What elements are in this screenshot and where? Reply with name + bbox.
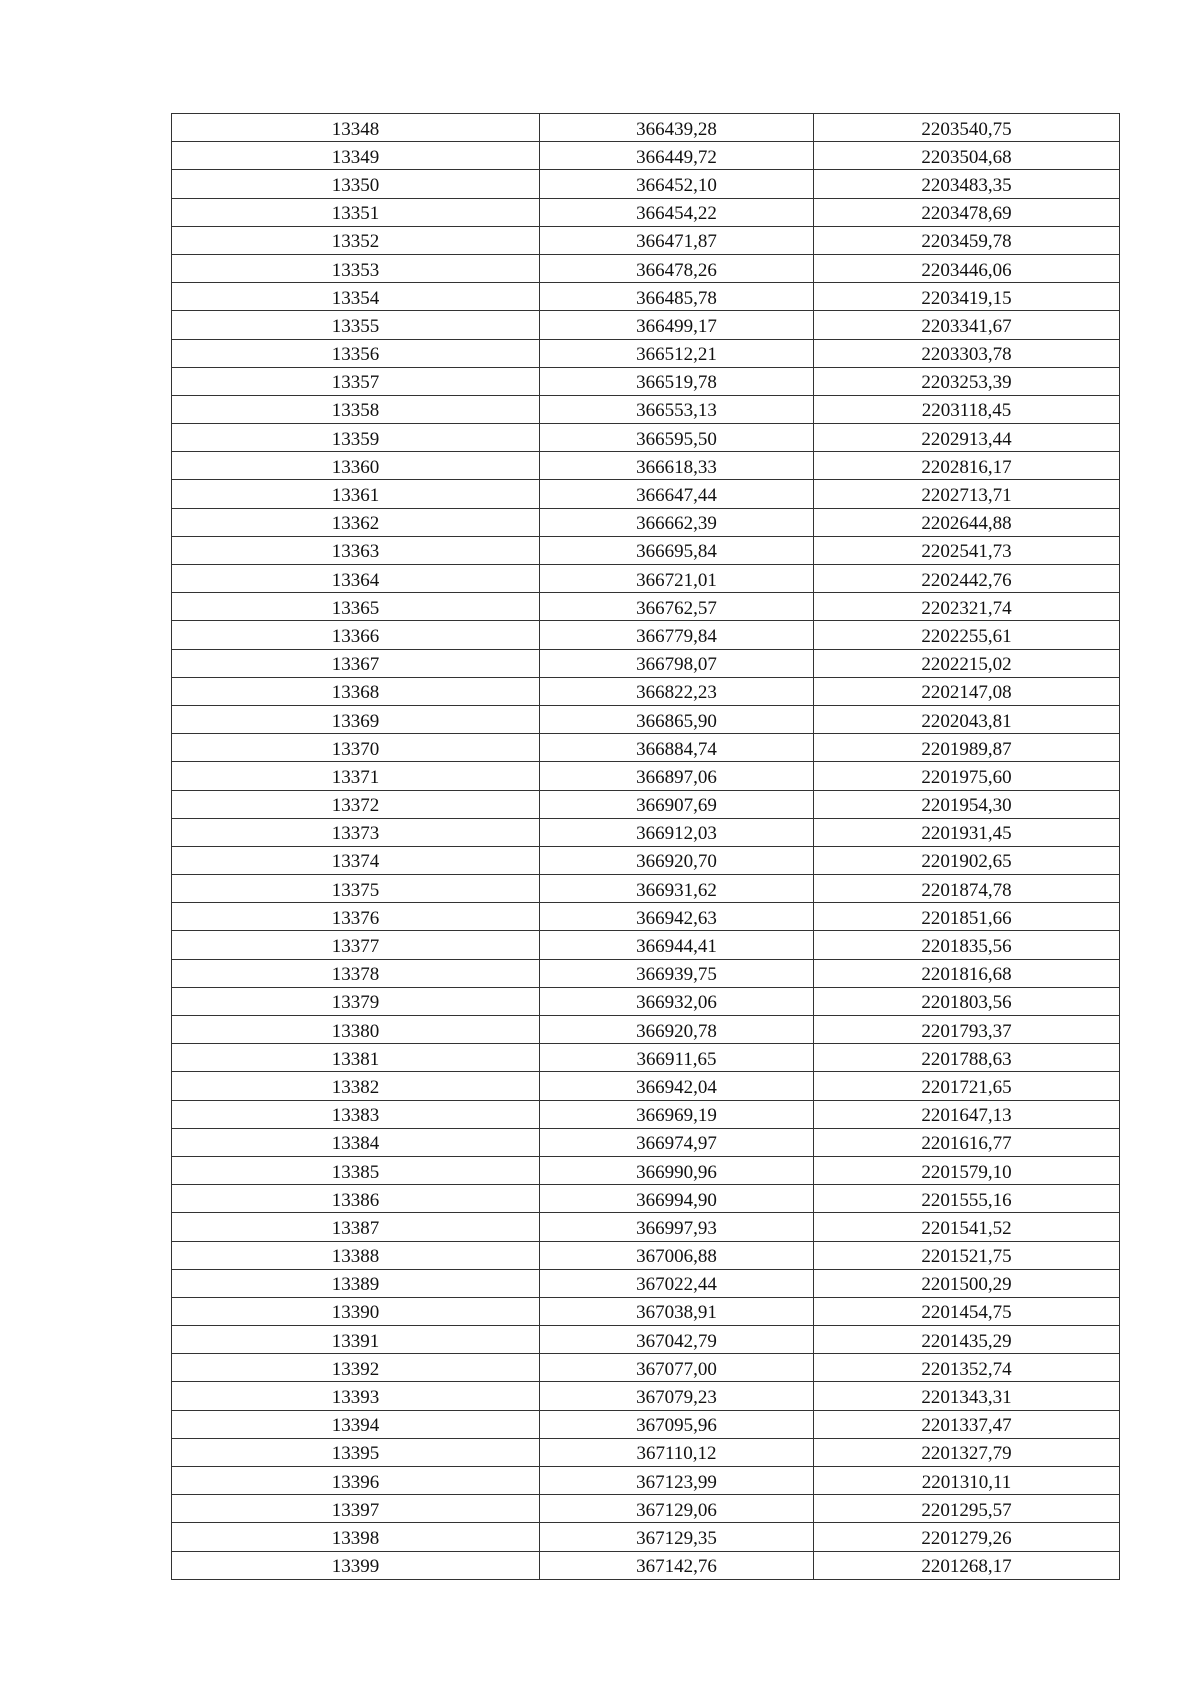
- y-coordinate-cell: 2202442,76: [814, 565, 1120, 593]
- table-row: [172, 254, 1120, 282]
- table-row: [172, 1213, 1120, 1241]
- point-number-cell: 13348: [172, 114, 540, 142]
- x-coordinate-cell: 366944,41: [540, 931, 814, 959]
- x-coordinate-cell: 366454,22: [540, 198, 814, 226]
- point-number-cell: 13373: [172, 818, 540, 846]
- point-number-cell: 13388: [172, 1241, 540, 1269]
- table-row: [172, 1269, 1120, 1297]
- table-row: [172, 114, 1120, 142]
- table-row: [172, 1467, 1120, 1495]
- x-coordinate-cell: 366931,62: [540, 875, 814, 903]
- y-coordinate-cell: 2202215,02: [814, 649, 1120, 677]
- y-coordinate-cell: 2201279,26: [814, 1523, 1120, 1551]
- point-number-cell: 13385: [172, 1156, 540, 1184]
- table-row: [172, 931, 1120, 959]
- point-number-cell: 13355: [172, 311, 540, 339]
- point-number-cell: 13397: [172, 1495, 540, 1523]
- y-coordinate-cell: 2201555,16: [814, 1185, 1120, 1213]
- table-row: [172, 1410, 1120, 1438]
- y-coordinate-cell: 2202147,08: [814, 677, 1120, 705]
- point-number-cell: 13389: [172, 1269, 540, 1297]
- point-number-cell: 13394: [172, 1410, 540, 1438]
- y-coordinate-cell: 2202713,71: [814, 480, 1120, 508]
- table-row: [172, 677, 1120, 705]
- y-coordinate-cell: 2203303,78: [814, 339, 1120, 367]
- x-coordinate-cell: 366798,07: [540, 649, 814, 677]
- y-coordinate-cell: 2201835,56: [814, 931, 1120, 959]
- y-coordinate-cell: 2202913,44: [814, 424, 1120, 452]
- table-row: [172, 1354, 1120, 1382]
- y-coordinate-cell: 2201902,65: [814, 846, 1120, 874]
- point-number-cell: 13393: [172, 1382, 540, 1410]
- table-row: [172, 283, 1120, 311]
- x-coordinate-cell: 366939,75: [540, 959, 814, 987]
- table-row: [172, 705, 1120, 733]
- x-coordinate-cell: 366519,78: [540, 367, 814, 395]
- y-coordinate-cell: 2201931,45: [814, 818, 1120, 846]
- y-coordinate-cell: 2201295,57: [814, 1495, 1120, 1523]
- point-number-cell: 13362: [172, 508, 540, 536]
- x-coordinate-cell: 367123,99: [540, 1467, 814, 1495]
- y-coordinate-cell: 2201874,78: [814, 875, 1120, 903]
- y-coordinate-cell: 2201435,29: [814, 1326, 1120, 1354]
- y-coordinate-cell: 2201454,75: [814, 1297, 1120, 1325]
- point-number-cell: 13363: [172, 536, 540, 564]
- y-coordinate-cell: 2201521,75: [814, 1241, 1120, 1269]
- point-number-cell: 13374: [172, 846, 540, 874]
- x-coordinate-cell: 367006,88: [540, 1241, 814, 1269]
- table-row: [172, 508, 1120, 536]
- table-row: [172, 480, 1120, 508]
- table-row: [172, 1100, 1120, 1128]
- table-row: [172, 875, 1120, 903]
- y-coordinate-cell: 2201788,63: [814, 1044, 1120, 1072]
- point-number-cell: 13359: [172, 424, 540, 452]
- x-coordinate-cell: 366942,63: [540, 903, 814, 931]
- x-coordinate-cell: 366897,06: [540, 762, 814, 790]
- table-row: [172, 818, 1120, 846]
- x-coordinate-cell: 366997,93: [540, 1213, 814, 1241]
- x-coordinate-cell: 366485,78: [540, 283, 814, 311]
- y-coordinate-cell: 2203118,45: [814, 395, 1120, 423]
- table-row: [172, 1016, 1120, 1044]
- point-number-cell: 13383: [172, 1100, 540, 1128]
- table-row: [172, 142, 1120, 170]
- table-row: [172, 170, 1120, 198]
- y-coordinate-cell: 2203483,35: [814, 170, 1120, 198]
- point-number-cell: 13379: [172, 987, 540, 1015]
- y-coordinate-cell: 2201268,17: [814, 1551, 1120, 1579]
- table-row: [172, 367, 1120, 395]
- point-number-cell: 13378: [172, 959, 540, 987]
- table-row: [172, 593, 1120, 621]
- table-row: [172, 649, 1120, 677]
- y-coordinate-cell: 2201579,10: [814, 1156, 1120, 1184]
- table-row: [172, 959, 1120, 987]
- point-number-cell: 13372: [172, 790, 540, 818]
- x-coordinate-cell: 367038,91: [540, 1297, 814, 1325]
- y-coordinate-cell: 2201793,37: [814, 1016, 1120, 1044]
- table-row: [172, 1523, 1120, 1551]
- y-coordinate-cell: 2202816,17: [814, 452, 1120, 480]
- y-coordinate-cell: 2202644,88: [814, 508, 1120, 536]
- y-coordinate-cell: 2201851,66: [814, 903, 1120, 931]
- x-coordinate-cell: 366512,21: [540, 339, 814, 367]
- point-number-cell: 13377: [172, 931, 540, 959]
- table-row: [172, 1551, 1120, 1579]
- point-number-cell: 13366: [172, 621, 540, 649]
- point-number-cell: 13381: [172, 1044, 540, 1072]
- x-coordinate-cell: 367022,44: [540, 1269, 814, 1297]
- point-number-cell: 13396: [172, 1467, 540, 1495]
- table-row: [172, 846, 1120, 874]
- y-coordinate-cell: 2201803,56: [814, 987, 1120, 1015]
- table-row: [172, 790, 1120, 818]
- x-coordinate-cell: 366695,84: [540, 536, 814, 564]
- y-coordinate-cell: 2201647,13: [814, 1100, 1120, 1128]
- x-coordinate-cell: 367077,00: [540, 1354, 814, 1382]
- x-coordinate-cell: 367095,96: [540, 1410, 814, 1438]
- point-number-cell: 13351: [172, 198, 540, 226]
- x-coordinate-cell: 366912,03: [540, 818, 814, 846]
- x-coordinate-cell: 366920,70: [540, 846, 814, 874]
- y-coordinate-cell: 2201975,60: [814, 762, 1120, 790]
- table-row: [172, 452, 1120, 480]
- table-row: [172, 1044, 1120, 1072]
- y-coordinate-cell: 2201500,29: [814, 1269, 1120, 1297]
- x-coordinate-cell: 366449,72: [540, 142, 814, 170]
- x-coordinate-cell: 366779,84: [540, 621, 814, 649]
- point-number-cell: 13376: [172, 903, 540, 931]
- y-coordinate-cell: 2202255,61: [814, 621, 1120, 649]
- table-row: [172, 734, 1120, 762]
- point-number-cell: 13367: [172, 649, 540, 677]
- point-number-cell: 13368: [172, 677, 540, 705]
- y-coordinate-cell: 2201337,47: [814, 1410, 1120, 1438]
- y-coordinate-cell: 2201541,52: [814, 1213, 1120, 1241]
- table-row: [172, 1156, 1120, 1184]
- x-coordinate-cell: 366471,87: [540, 226, 814, 254]
- table-row: [172, 1128, 1120, 1156]
- x-coordinate-cell: 366974,97: [540, 1128, 814, 1156]
- y-coordinate-cell: 2201616,77: [814, 1128, 1120, 1156]
- x-coordinate-cell: 366762,57: [540, 593, 814, 621]
- x-coordinate-cell: 366920,78: [540, 1016, 814, 1044]
- point-number-cell: 13391: [172, 1326, 540, 1354]
- y-coordinate-cell: 2203540,75: [814, 114, 1120, 142]
- point-number-cell: 13399: [172, 1551, 540, 1579]
- point-number-cell: 13371: [172, 762, 540, 790]
- x-coordinate-cell: 367129,06: [540, 1495, 814, 1523]
- y-coordinate-cell: 2201327,79: [814, 1438, 1120, 1466]
- x-coordinate-cell: 367110,12: [540, 1438, 814, 1466]
- point-number-cell: 13364: [172, 565, 540, 593]
- y-coordinate-cell: 2203446,06: [814, 254, 1120, 282]
- point-number-cell: 13380: [172, 1016, 540, 1044]
- x-coordinate-cell: 366499,17: [540, 311, 814, 339]
- y-coordinate-cell: 2201310,11: [814, 1467, 1120, 1495]
- y-coordinate-cell: 2203459,78: [814, 226, 1120, 254]
- point-number-cell: 13387: [172, 1213, 540, 1241]
- table-row: [172, 1241, 1120, 1269]
- table-row: [172, 1495, 1120, 1523]
- table-row: [172, 226, 1120, 254]
- point-number-cell: 13350: [172, 170, 540, 198]
- x-coordinate-cell: 366932,06: [540, 987, 814, 1015]
- y-coordinate-cell: 2203478,69: [814, 198, 1120, 226]
- y-coordinate-cell: 2201721,65: [814, 1072, 1120, 1100]
- x-coordinate-cell: 366478,26: [540, 254, 814, 282]
- y-coordinate-cell: 2202321,74: [814, 593, 1120, 621]
- x-coordinate-cell: 366618,33: [540, 452, 814, 480]
- point-number-cell: 13390: [172, 1297, 540, 1325]
- table-row: [172, 395, 1120, 423]
- x-coordinate-cell: 366942,04: [540, 1072, 814, 1100]
- x-coordinate-cell: 366907,69: [540, 790, 814, 818]
- table-row: [172, 762, 1120, 790]
- x-coordinate-cell: 366553,13: [540, 395, 814, 423]
- point-number-cell: 13357: [172, 367, 540, 395]
- point-number-cell: 13386: [172, 1185, 540, 1213]
- y-coordinate-cell: 2203419,15: [814, 283, 1120, 311]
- point-number-cell: 13375: [172, 875, 540, 903]
- point-number-cell: 13369: [172, 705, 540, 733]
- point-number-cell: 13356: [172, 339, 540, 367]
- x-coordinate-cell: 366994,90: [540, 1185, 814, 1213]
- y-coordinate-cell: 2203253,39: [814, 367, 1120, 395]
- table-row: [172, 1382, 1120, 1410]
- x-coordinate-cell: 366647,44: [540, 480, 814, 508]
- point-number-cell: 13392: [172, 1354, 540, 1382]
- table-row: [172, 1185, 1120, 1213]
- point-number-cell: 13349: [172, 142, 540, 170]
- y-coordinate-cell: 2203504,68: [814, 142, 1120, 170]
- point-number-cell: 13398: [172, 1523, 540, 1551]
- table-row: [172, 536, 1120, 564]
- point-number-cell: 13382: [172, 1072, 540, 1100]
- coordinates-table: [171, 113, 1120, 1580]
- point-number-cell: 13370: [172, 734, 540, 762]
- point-number-cell: 13358: [172, 395, 540, 423]
- x-coordinate-cell: 366452,10: [540, 170, 814, 198]
- point-number-cell: 13354: [172, 283, 540, 311]
- y-coordinate-cell: 2201343,31: [814, 1382, 1120, 1410]
- x-coordinate-cell: 366721,01: [540, 565, 814, 593]
- x-coordinate-cell: 366969,19: [540, 1100, 814, 1128]
- table-row: [172, 1072, 1120, 1100]
- x-coordinate-cell: 366865,90: [540, 705, 814, 733]
- table-row: [172, 1297, 1120, 1325]
- coordinates-table-body: [172, 114, 1120, 1580]
- table-row: [172, 565, 1120, 593]
- point-number-cell: 13361: [172, 480, 540, 508]
- x-coordinate-cell: 366662,39: [540, 508, 814, 536]
- y-coordinate-cell: 2202043,81: [814, 705, 1120, 733]
- table-row: [172, 198, 1120, 226]
- y-coordinate-cell: 2201352,74: [814, 1354, 1120, 1382]
- x-coordinate-cell: 366439,28: [540, 114, 814, 142]
- table-row: [172, 903, 1120, 931]
- x-coordinate-cell: 366990,96: [540, 1156, 814, 1184]
- x-coordinate-cell: 367129,35: [540, 1523, 814, 1551]
- y-coordinate-cell: 2202541,73: [814, 536, 1120, 564]
- point-number-cell: 13395: [172, 1438, 540, 1466]
- x-coordinate-cell: 367142,76: [540, 1551, 814, 1579]
- y-coordinate-cell: 2201954,30: [814, 790, 1120, 818]
- y-coordinate-cell: 2203341,67: [814, 311, 1120, 339]
- table-row: [172, 621, 1120, 649]
- x-coordinate-cell: 366911,65: [540, 1044, 814, 1072]
- table-row: [172, 424, 1120, 452]
- table-row: [172, 311, 1120, 339]
- y-coordinate-cell: 2201816,68: [814, 959, 1120, 987]
- x-coordinate-cell: 367042,79: [540, 1326, 814, 1354]
- point-number-cell: 13365: [172, 593, 540, 621]
- point-number-cell: 13352: [172, 226, 540, 254]
- point-number-cell: 13353: [172, 254, 540, 282]
- x-coordinate-cell: 366822,23: [540, 677, 814, 705]
- table-row: [172, 987, 1120, 1015]
- x-coordinate-cell: 366595,50: [540, 424, 814, 452]
- table-row: [172, 1438, 1120, 1466]
- x-coordinate-cell: 367079,23: [540, 1382, 814, 1410]
- table-row: [172, 339, 1120, 367]
- table-row: [172, 1326, 1120, 1354]
- x-coordinate-cell: 366884,74: [540, 734, 814, 762]
- point-number-cell: 13384: [172, 1128, 540, 1156]
- y-coordinate-cell: 2201989,87: [814, 734, 1120, 762]
- point-number-cell: 13360: [172, 452, 540, 480]
